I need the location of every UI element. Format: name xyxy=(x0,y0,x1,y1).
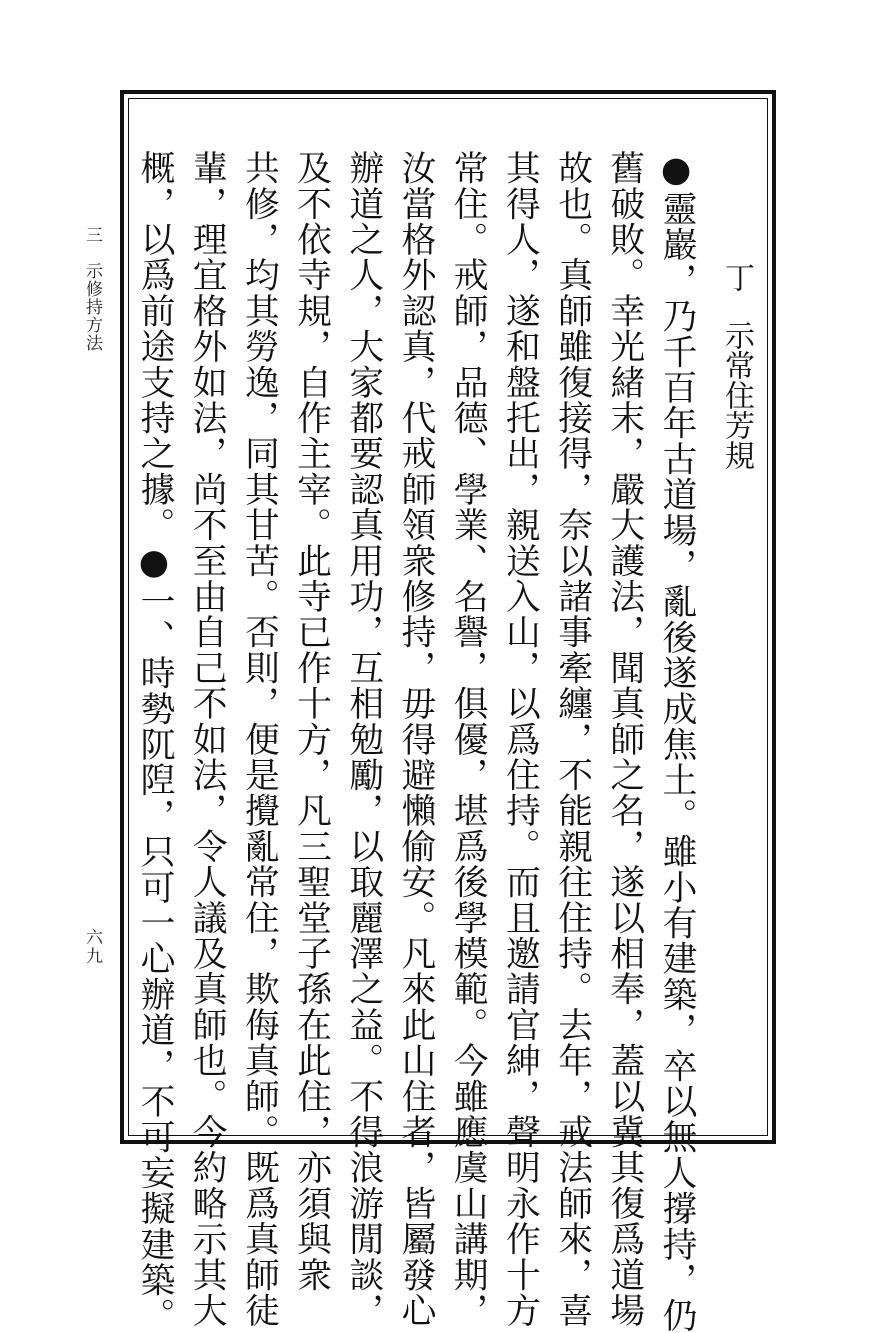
text-column: 共修，均其勞逸，同其甘苦。否則，便是攪亂常住，欺侮真師。既爲真師徒 xyxy=(238,150,279,1329)
text-column: 其得人，遂和盤托出，親送入山，以爲住持。而且邀請官紳，聲明永作十方 xyxy=(499,150,540,1329)
body-text xyxy=(133,150,702,1333)
text-column: 辦道之人，大家都要認真用功，互相勉勵，以取麗澤之益。不得浪游閒談， xyxy=(342,150,383,1329)
text-column: 常住。戒師，品德、學業、名譽，俱優，堪爲後學模範。今雖應虞山講期， xyxy=(447,150,488,1329)
text-column: 故也。真師雖復接得，奈以諸事牽纏，不能親往住持。去年，戒法師來，喜 xyxy=(551,150,592,1329)
text-column: 概，以爲前途支持之據。●一、時勢阢隉，只可一心辦道，不可妄擬建築。 xyxy=(133,150,174,1333)
text-column: 汝當格外認真，代戒師領衆修持，毋得避懶偷安。凡來此山住者，皆屬發心 xyxy=(394,150,435,1329)
text-column: 及不依寺規，自作主宰。此寺已作十方，凡三聖堂子孫在此住，亦須與衆 xyxy=(290,150,331,1293)
section-marker: 丁 xyxy=(719,262,754,292)
page-number: 六九 xyxy=(82,928,102,966)
section-heading: 示常住芳規 xyxy=(719,320,754,470)
running-head: 三 示修持方法 xyxy=(82,226,102,352)
text-column: 舊破敗。幸光緒末，嚴大護法，聞真師之名，遂以相奉，蓋以冀其復爲道場 xyxy=(603,150,644,1329)
text-column: 輩，理宜格外如法，尚不至由自己不如法，令人議及真師也。今約略示其大 xyxy=(186,150,227,1329)
text-column: ●靈巖，乃千百年古道場，亂後遂成焦土。雖小有建築，卒以無人撐持，仍 xyxy=(656,150,696,1333)
section-title xyxy=(716,262,756,470)
